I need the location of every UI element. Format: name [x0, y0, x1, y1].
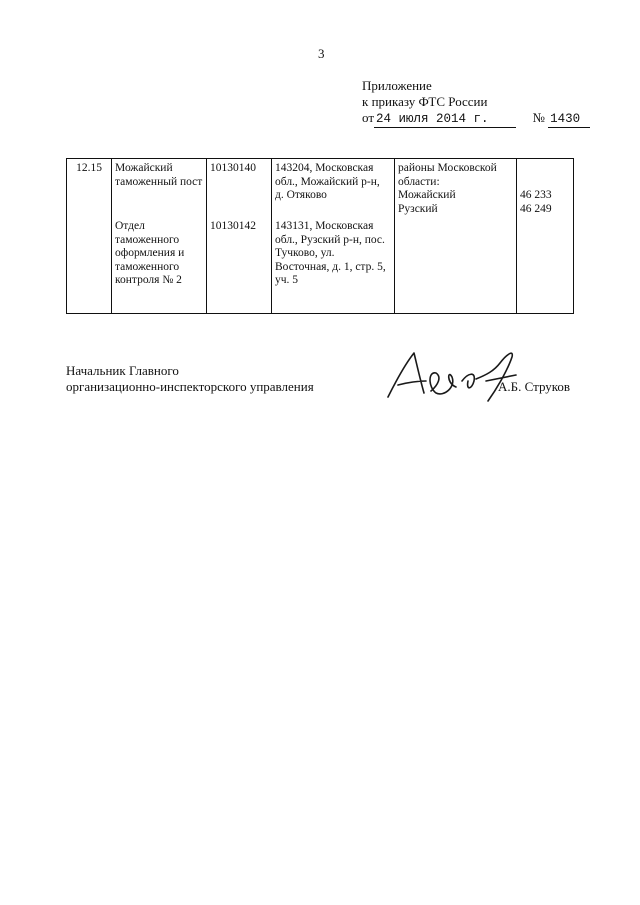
district-2: Рузский	[398, 202, 438, 215]
okato-code-2: 46 249	[520, 202, 552, 215]
number-prefix: №	[532, 110, 545, 125]
region-cell	[395, 159, 517, 314]
office-addresses-cell	[272, 159, 395, 314]
order-date: 24 июля 2014 г.	[374, 111, 516, 128]
office-code-2: 10130142	[210, 220, 256, 232]
handwritten-signature	[376, 341, 556, 411]
signatory-title-line2: организационно-инспекторского управления	[66, 379, 314, 394]
office-address-1: 143204, Московская обл., Можайский р-н, д. Отяково	[275, 162, 380, 201]
row-index-value: 12.15	[76, 162, 102, 174]
page-number: 3	[318, 46, 325, 61]
office-name-2: Отдел таможенного оформления и таможенного контроля № 2	[115, 220, 185, 286]
signature-block	[66, 363, 586, 423]
okato-cell	[517, 159, 574, 314]
signatory-name: А.Б. Струков	[498, 379, 571, 394]
order-number: 1430	[548, 111, 590, 128]
office-codes-cell	[207, 159, 272, 314]
office-names-cell	[112, 159, 207, 314]
office-address-2: 143131, Московская обл., Рузский р-н, пос. Тучково, ул. Восточная, д. 1, стр. 5, уч. 5	[275, 220, 386, 286]
appendix-title: Приложение	[362, 78, 432, 93]
office-code-1: 10130140	[210, 162, 256, 174]
date-prefix: от	[362, 110, 375, 125]
signatory-title	[66, 363, 314, 395]
appendix-order-ref: к приказу ФТС России	[362, 94, 488, 109]
signatory-title-line1: Начальник Главного	[66, 363, 179, 378]
okato-spacer	[520, 162, 570, 189]
appendix-header	[362, 78, 590, 128]
customs-table	[66, 158, 574, 314]
appendix-date-line	[362, 110, 590, 128]
region-header: районы Московской области:	[398, 162, 497, 188]
okato-code-1: 46 233	[520, 189, 552, 201]
district-1: Можайский	[398, 189, 456, 201]
table-row	[67, 159, 574, 314]
office-name-1: Можайский таможенный пост	[115, 162, 203, 188]
row-index	[67, 159, 112, 314]
